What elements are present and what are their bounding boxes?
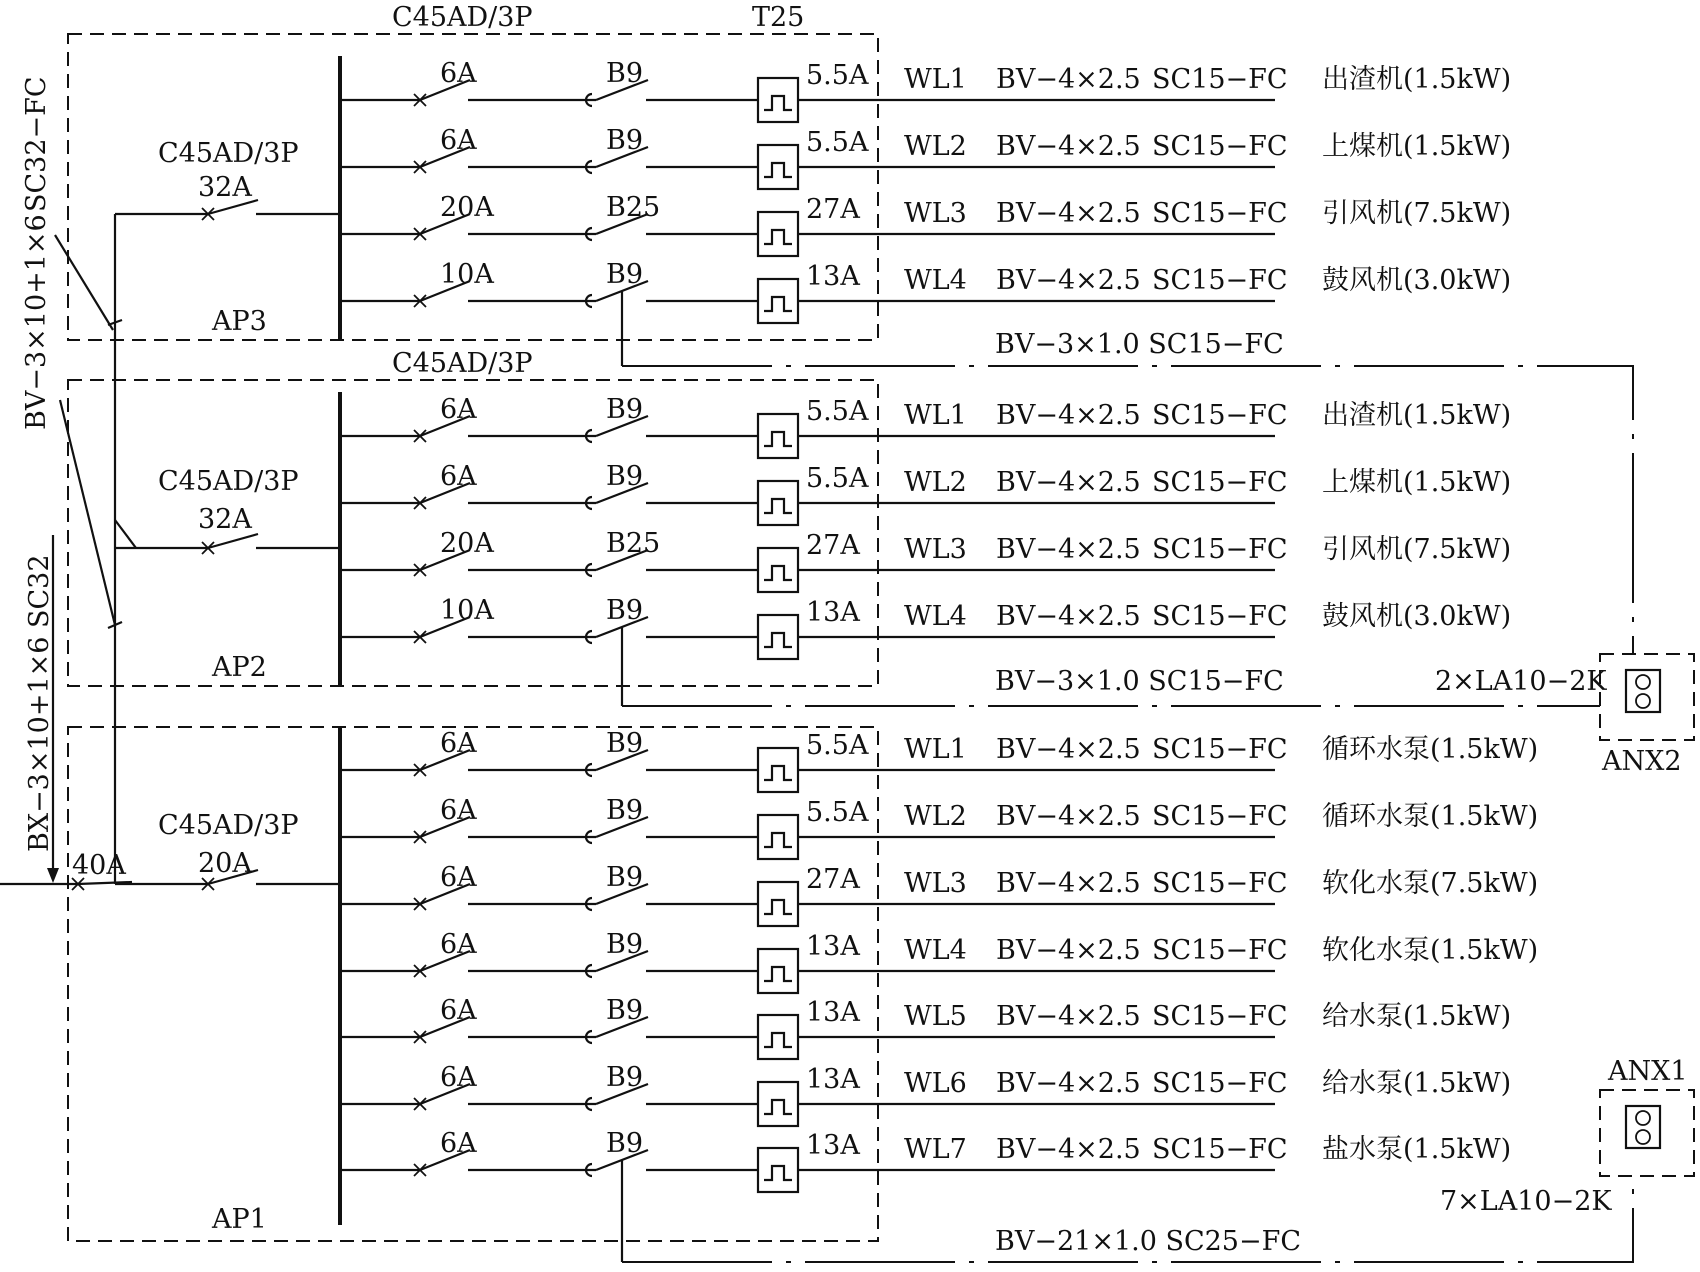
relay-setting: 13A	[806, 597, 860, 628]
incomer-type: C45AD/3P	[158, 810, 299, 841]
cable-spec: BV−4×2.5	[996, 935, 1141, 966]
cable-spec: BV−4×2.5	[996, 868, 1141, 899]
ap2-feed-label: BV−3×10+1×6	[21, 214, 52, 430]
button-box-anx1-spec: 7×LA10−2K	[1440, 1186, 1612, 1217]
circuit-row	[340, 528, 1511, 592]
thermal-relay	[758, 414, 798, 458]
contactor-model: B25	[606, 528, 661, 559]
load-name: 出渣机(1.5kW)	[1322, 64, 1512, 95]
circuit-row	[340, 125, 1511, 189]
conduit-spec: SC15−FC	[1152, 801, 1288, 832]
circuit-label: WL4	[904, 265, 967, 296]
thermal-relay-symbol	[764, 230, 792, 244]
box-name: AP2	[212, 652, 267, 683]
load-name: 盐水泵(1.5kW)	[1322, 1134, 1512, 1165]
control-cable-label: BV−3×1.0 SC15−FC	[995, 329, 1284, 360]
thermal-relay-symbol	[764, 163, 792, 177]
thermal-relay-symbol	[764, 297, 792, 311]
contactor-model: B9	[606, 595, 644, 626]
contactor-model: B9	[606, 259, 644, 290]
distribution-boxes	[158, 56, 1633, 1262]
button-box-anx2-name: ANX2	[1602, 746, 1682, 777]
circuit-label: WL2	[904, 131, 967, 162]
load-name: 给水泵(1.5kW)	[1322, 1001, 1512, 1032]
breaker-rating: 6A	[440, 1062, 477, 1093]
circuit-row	[340, 1062, 1511, 1126]
thermal-relay	[758, 548, 798, 592]
control-cable	[622, 1160, 1301, 1262]
circuit-row	[340, 192, 1511, 256]
circuit-label: WL1	[904, 400, 967, 431]
breaker-rating: 6A	[440, 394, 477, 425]
circuit-row	[340, 58, 1511, 122]
button-box-anx2-spec: 2×LA10−2K	[1435, 666, 1607, 697]
incomer-type: C45AD/3P	[158, 466, 299, 497]
breaker-rating: 10A	[440, 595, 494, 626]
circuit-row	[340, 259, 1511, 323]
distribution-box-ap1	[158, 727, 1538, 1262]
circuit-label: WL1	[904, 734, 967, 765]
relay-setting: 5.5A	[806, 797, 869, 828]
conduit-spec: SC15−FC	[1152, 935, 1288, 966]
contactor-model: B25	[606, 192, 661, 223]
circuit-label: WL2	[904, 467, 967, 498]
circuit-label: WL3	[904, 198, 967, 229]
thermal-relay-symbol	[764, 1100, 792, 1114]
relay-setting: 5.5A	[806, 60, 869, 91]
box-name: AP3	[212, 306, 267, 337]
thermal-relay	[758, 949, 798, 993]
breaker-rating: 20A	[440, 192, 494, 223]
thermal-relay	[758, 1148, 798, 1192]
cable-spec: BV−4×2.5	[996, 1134, 1141, 1165]
relay-setting: 13A	[806, 997, 860, 1028]
conduit-spec: SC15−FC	[1152, 534, 1288, 565]
circuit-label: WL6	[904, 1068, 967, 1099]
control-cable-label: BV−3×1.0 SC15−FC	[995, 666, 1284, 697]
load-name: 循环水泵(1.5kW)	[1322, 801, 1539, 832]
relay-setting: 5.5A	[806, 396, 869, 427]
load-name: 引风机(7.5kW)	[1322, 198, 1512, 229]
circuit-label: WL4	[904, 601, 967, 632]
circuit-label: WL1	[904, 64, 967, 95]
contactor-model: B9	[606, 1128, 644, 1159]
load-name: 上煤机(1.5kW)	[1322, 467, 1512, 498]
distribution-box-ap3	[158, 56, 1511, 360]
relay-setting: 13A	[806, 1064, 860, 1095]
relay-type: T25	[752, 2, 805, 33]
button-box-anx2[interactable]	[1626, 670, 1660, 712]
thermal-relay	[758, 815, 798, 859]
relay-setting: 27A	[806, 194, 860, 225]
thermal-relay-symbol	[764, 900, 792, 914]
cable-spec: BV−4×2.5	[996, 64, 1141, 95]
contactor-model: B9	[606, 394, 644, 425]
thermal-relay-symbol	[764, 766, 792, 780]
thermal-relay-symbol	[764, 1033, 792, 1047]
load-name: 上煤机(1.5kW)	[1322, 131, 1512, 162]
cable-spec: BV−4×2.5	[996, 601, 1141, 632]
breaker-rating: 6A	[440, 795, 477, 826]
riser-lines	[55, 214, 208, 884]
relay-setting: 5.5A	[806, 463, 869, 494]
conduit-spec: SC15−FC	[1152, 198, 1288, 229]
thermal-relay-symbol	[764, 96, 792, 110]
contactor-model: B9	[606, 125, 644, 156]
load-name: 软化水泵(7.5kW)	[1322, 868, 1539, 899]
conduit-spec: SC15−FC	[1152, 1001, 1288, 1032]
relay-setting: 5.5A	[806, 127, 869, 158]
thermal-relay	[758, 481, 798, 525]
cable-spec: BV−4×2.5	[996, 1001, 1141, 1032]
conduit-spec: SC15−FC	[1152, 868, 1288, 899]
breaker-rating: 6A	[440, 1128, 477, 1159]
load-name: 鼓风机(3.0kW)	[1322, 265, 1512, 296]
thermal-relay	[758, 78, 798, 122]
circuit-label: WL2	[904, 801, 967, 832]
thermal-relay-symbol	[764, 1166, 792, 1180]
cable-spec: BV−4×2.5	[996, 131, 1141, 162]
cable-spec: BV−4×2.5	[996, 265, 1141, 296]
box-name: AP1	[212, 1204, 267, 1235]
circuit-label: WL5	[904, 1001, 967, 1032]
thermal-relay	[758, 615, 798, 659]
contactor-model: B9	[606, 995, 644, 1026]
main-incoming-feed	[0, 535, 132, 884]
control-cable-label: BV−21×1.0 SC25−FC	[995, 1226, 1301, 1257]
main-switch-rating: 40A	[72, 850, 126, 881]
circuit-row	[340, 1128, 1511, 1192]
thermal-relay-symbol	[764, 833, 792, 847]
conduit-spec: SC15−FC	[1152, 1068, 1288, 1099]
circuit-label: WL3	[904, 868, 967, 899]
breaker-rating: 20A	[440, 528, 494, 559]
load-name: 给水泵(1.5kW)	[1322, 1068, 1512, 1099]
main-feed-label: BX−3×10+1×6 SC32	[24, 554, 55, 852]
contactor-model: B9	[606, 58, 644, 89]
breaker-rating: 6A	[440, 862, 477, 893]
cable-spec: BV−4×2.5	[996, 801, 1141, 832]
relay-setting: 13A	[806, 261, 860, 292]
circuit-row	[340, 862, 1538, 926]
conduit-spec: SC15−FC	[1152, 601, 1288, 632]
thermal-relay-symbol	[764, 566, 792, 580]
cable-spec: BV−4×2.5	[996, 734, 1141, 765]
circuit-row	[340, 995, 1511, 1059]
conduit-spec: SC15−FC	[1152, 265, 1288, 296]
circuit-label: WL4	[904, 935, 967, 966]
conduit-spec: SC15−FC	[1152, 467, 1288, 498]
circuit-row	[340, 461, 1511, 525]
incomer-rating: 32A	[198, 172, 252, 203]
breaker-rating: 6A	[440, 995, 477, 1026]
contactor-model: B9	[606, 795, 644, 826]
thermal-relay	[758, 279, 798, 323]
circuit-row	[340, 929, 1538, 993]
top-breaker-type: C45AD/3P	[392, 2, 533, 33]
contactor-model: B9	[606, 929, 644, 960]
thermal-relay	[758, 882, 798, 926]
circuit-row	[340, 595, 1511, 659]
breaker-rating: 10A	[440, 259, 494, 290]
conduit-spec: SC15−FC	[1152, 734, 1288, 765]
incomer-blade[interactable]	[208, 534, 258, 548]
relay-setting: 27A	[806, 864, 860, 895]
cable-spec: BV−4×2.5	[996, 1068, 1141, 1099]
relay-setting: 27A	[806, 530, 860, 561]
incomer-type: C45AD/3P	[158, 138, 299, 169]
box-top-label: C45AD/3P	[392, 348, 533, 379]
thermal-relay-symbol	[764, 633, 792, 647]
load-name: 鼓风机(3.0kW)	[1322, 601, 1512, 632]
load-name: 引风机(7.5kW)	[1322, 534, 1512, 565]
relay-setting: 13A	[806, 931, 860, 962]
conduit-spec: SC15−FC	[1152, 64, 1288, 95]
contactor-model: B9	[606, 1062, 644, 1093]
thermal-relay	[758, 145, 798, 189]
cable-spec: BV−4×2.5	[996, 467, 1141, 498]
contactor-model: B9	[606, 461, 644, 492]
thermal-relay	[758, 212, 798, 256]
relay-setting: 13A	[806, 1130, 860, 1161]
circuit-label: WL7	[904, 1134, 967, 1165]
conduit-spec: SC15−FC	[1152, 1134, 1288, 1165]
thermal-relay-symbol	[764, 432, 792, 446]
cable-spec: BV−4×2.5	[996, 198, 1141, 229]
breaker-rating: 6A	[440, 461, 477, 492]
conduit-spec: SC15−FC	[1152, 131, 1288, 162]
thermal-relay	[758, 1082, 798, 1126]
incomer-rating: 32A	[198, 504, 252, 535]
relay-setting: 5.5A	[806, 730, 869, 761]
load-name: 软化水泵(1.5kW)	[1322, 935, 1539, 966]
contactor-model: B9	[606, 728, 644, 759]
thermal-relay-symbol	[764, 967, 792, 981]
circuit-row	[340, 795, 1538, 859]
breaker-rating: 6A	[440, 728, 477, 759]
button-box-anx1[interactable]	[1626, 1106, 1660, 1148]
breaker-rating: 6A	[440, 125, 477, 156]
incomer-rating: 20A	[198, 848, 252, 879]
cable-spec: BV−4×2.5	[996, 400, 1141, 431]
cable-spec: BV−4×2.5	[996, 534, 1141, 565]
contactor-model: B9	[606, 862, 644, 893]
breaker-rating: 6A	[440, 58, 477, 89]
distribution-box-ap2	[158, 348, 1511, 697]
button-box-anx1-name: ANX1	[1608, 1056, 1688, 1087]
circuit-label: WL3	[904, 534, 967, 565]
load-name: 循环水泵(1.5kW)	[1322, 734, 1539, 765]
thermal-relay-symbol	[764, 499, 792, 513]
circuit-row	[340, 728, 1538, 792]
ap3-feed-label: SC32−FC	[21, 76, 52, 212]
thermal-relay	[758, 748, 798, 792]
breaker-rating: 6A	[440, 929, 477, 960]
circuit-row	[340, 394, 1511, 458]
conduit-spec: SC15−FC	[1152, 400, 1288, 431]
thermal-relay	[758, 1015, 798, 1059]
load-name: 出渣机(1.5kW)	[1322, 400, 1512, 431]
